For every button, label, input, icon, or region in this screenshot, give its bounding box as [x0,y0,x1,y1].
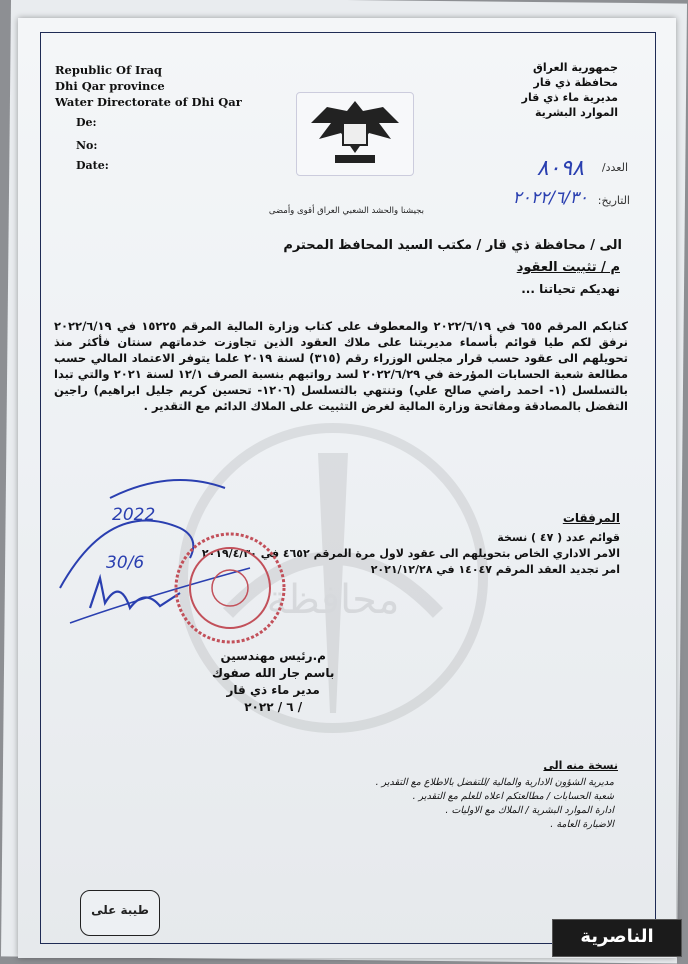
header-ar-country: جمهورية العراق [533,61,618,74]
official-seal-stamp [160,528,300,648]
copies-list [376,776,614,832]
header-ar-department: الموارد البشرية [535,106,618,119]
subject: م / تثبيت العقود [516,260,620,275]
enclosure-stamp-label: طيبة على [91,903,149,917]
header-ar-directorate: مديرية ماء ذي قار [521,91,618,104]
date-label-ar: التاريخ: [597,194,630,207]
header-en-country: Republic Of Iraq [55,63,162,77]
handwritten-year: 2022 [112,505,156,525]
attachment-item: الامر الاداري الخاص بتحويلهم الى عقود لاول مرة المرقم ٤٦٥٢ في ٢٠١٩/٤/٣٠ [201,547,620,560]
header-ar-province: محافظة ذي قار [533,76,618,89]
attachments-title: المرفقات [562,511,620,525]
attachment-item: امر تجديد العقد المرقم ١٤٠٤٧ في ٢٠٢١/١٢/٢٨ [370,563,620,576]
letter-body: كتابكم المرقم ٦٥٥ في ٢٠٢٢/٦/١٩ والمعطوف على كتاب وزارة المالية المرقم ١٥٢٢٥ في ٢٠٢٢/٦/١٩ نرفق لكم طيا قوائم بأسماء مديريتنا على ملاك العقود الذين تجاوزت خدماتهم سنتان فأكثر منذ تحويلهم الى عقود حسب قرار مجلس الوزراء رقم (٣١٥) لسنة ٢٠١٩ علما يتوفر الاعتماد المالي حسب مطالعة شعبة الحسابات المؤرخة في ٢٠٢٢/٦/٢٩ لسد رواتبهم بنسبة الصرف ١٢/١ لسنة ٢٠٢١ والتي تبدا بالتسلسل (١- احمد راضي صالح علي) وتنتهي بالتسلسل (١٢٠٦- تحسين كريم جليل ابراهيم) راجين التفضل بالمصادقة ومفاتحة وزارة المالية لغرض التثبيت على الملاك الدائم مع التقدير . [54,319,628,413]
copy-recipient: ادارة الموارد البشرية / الملاك مع الاوليات . [445,805,614,816]
header-english [55,62,242,110]
attachment-item: قوائم عدد ( ٤٧ ) نسخة [497,531,620,544]
copy-recipient: شعبة الحسابات / مطالعتكم اعلاه للعلم مع التقدير . [412,791,614,802]
copy-recipient: مديرية الشؤون الادارية والمالية /للتفضل بالاطلاع مع التقدير . [375,777,614,788]
enclosure-stamp [80,890,160,936]
document-page [18,18,676,958]
handwritten-number: ٨٠٩٨ [536,156,584,181]
header-en-directorate: Water Directorate of Dhi Qar [55,95,242,109]
slogan: بجيشنا والحشد الشعبي العراق أقوى وأمضى [268,206,424,216]
signer-name: باسم جار الله صفوك [212,666,335,680]
date-label: Date: [76,159,109,172]
eagle-emblem-icon [297,93,413,175]
handwritten-day-month: 30/6 [106,553,145,573]
signer-title: م.رئيس مهندسين [220,649,326,663]
number-label-ar: العدد/ [601,161,628,174]
site-logo [552,919,682,957]
addressee: الى / محافظة ذي قار / مكتب السيد المحافظ المحترم [283,238,622,253]
signer-position: مدير ماء ذي قار [226,683,320,697]
copies-title: نسخة منه الى [543,759,618,772]
no-label: No: [76,139,98,152]
signature-block [212,648,334,716]
de-label: De: [76,116,97,129]
signature-date: / ٦ / ٢٠٢٢ [244,700,303,714]
handwritten-date: ٢٠٢٢/٦/٣٠ [512,188,588,208]
site-logo-text: الناصرية [580,926,654,947]
header-arabic [522,60,618,120]
header-en-province: Dhi Qar province [55,79,165,93]
greeting: نهديكم تحياتنا ... [521,282,620,296]
copy-recipient: الاضبارة العامة . [550,819,614,830]
iraq-emblem [296,92,414,176]
watermark-text: محافظة [266,577,400,623]
